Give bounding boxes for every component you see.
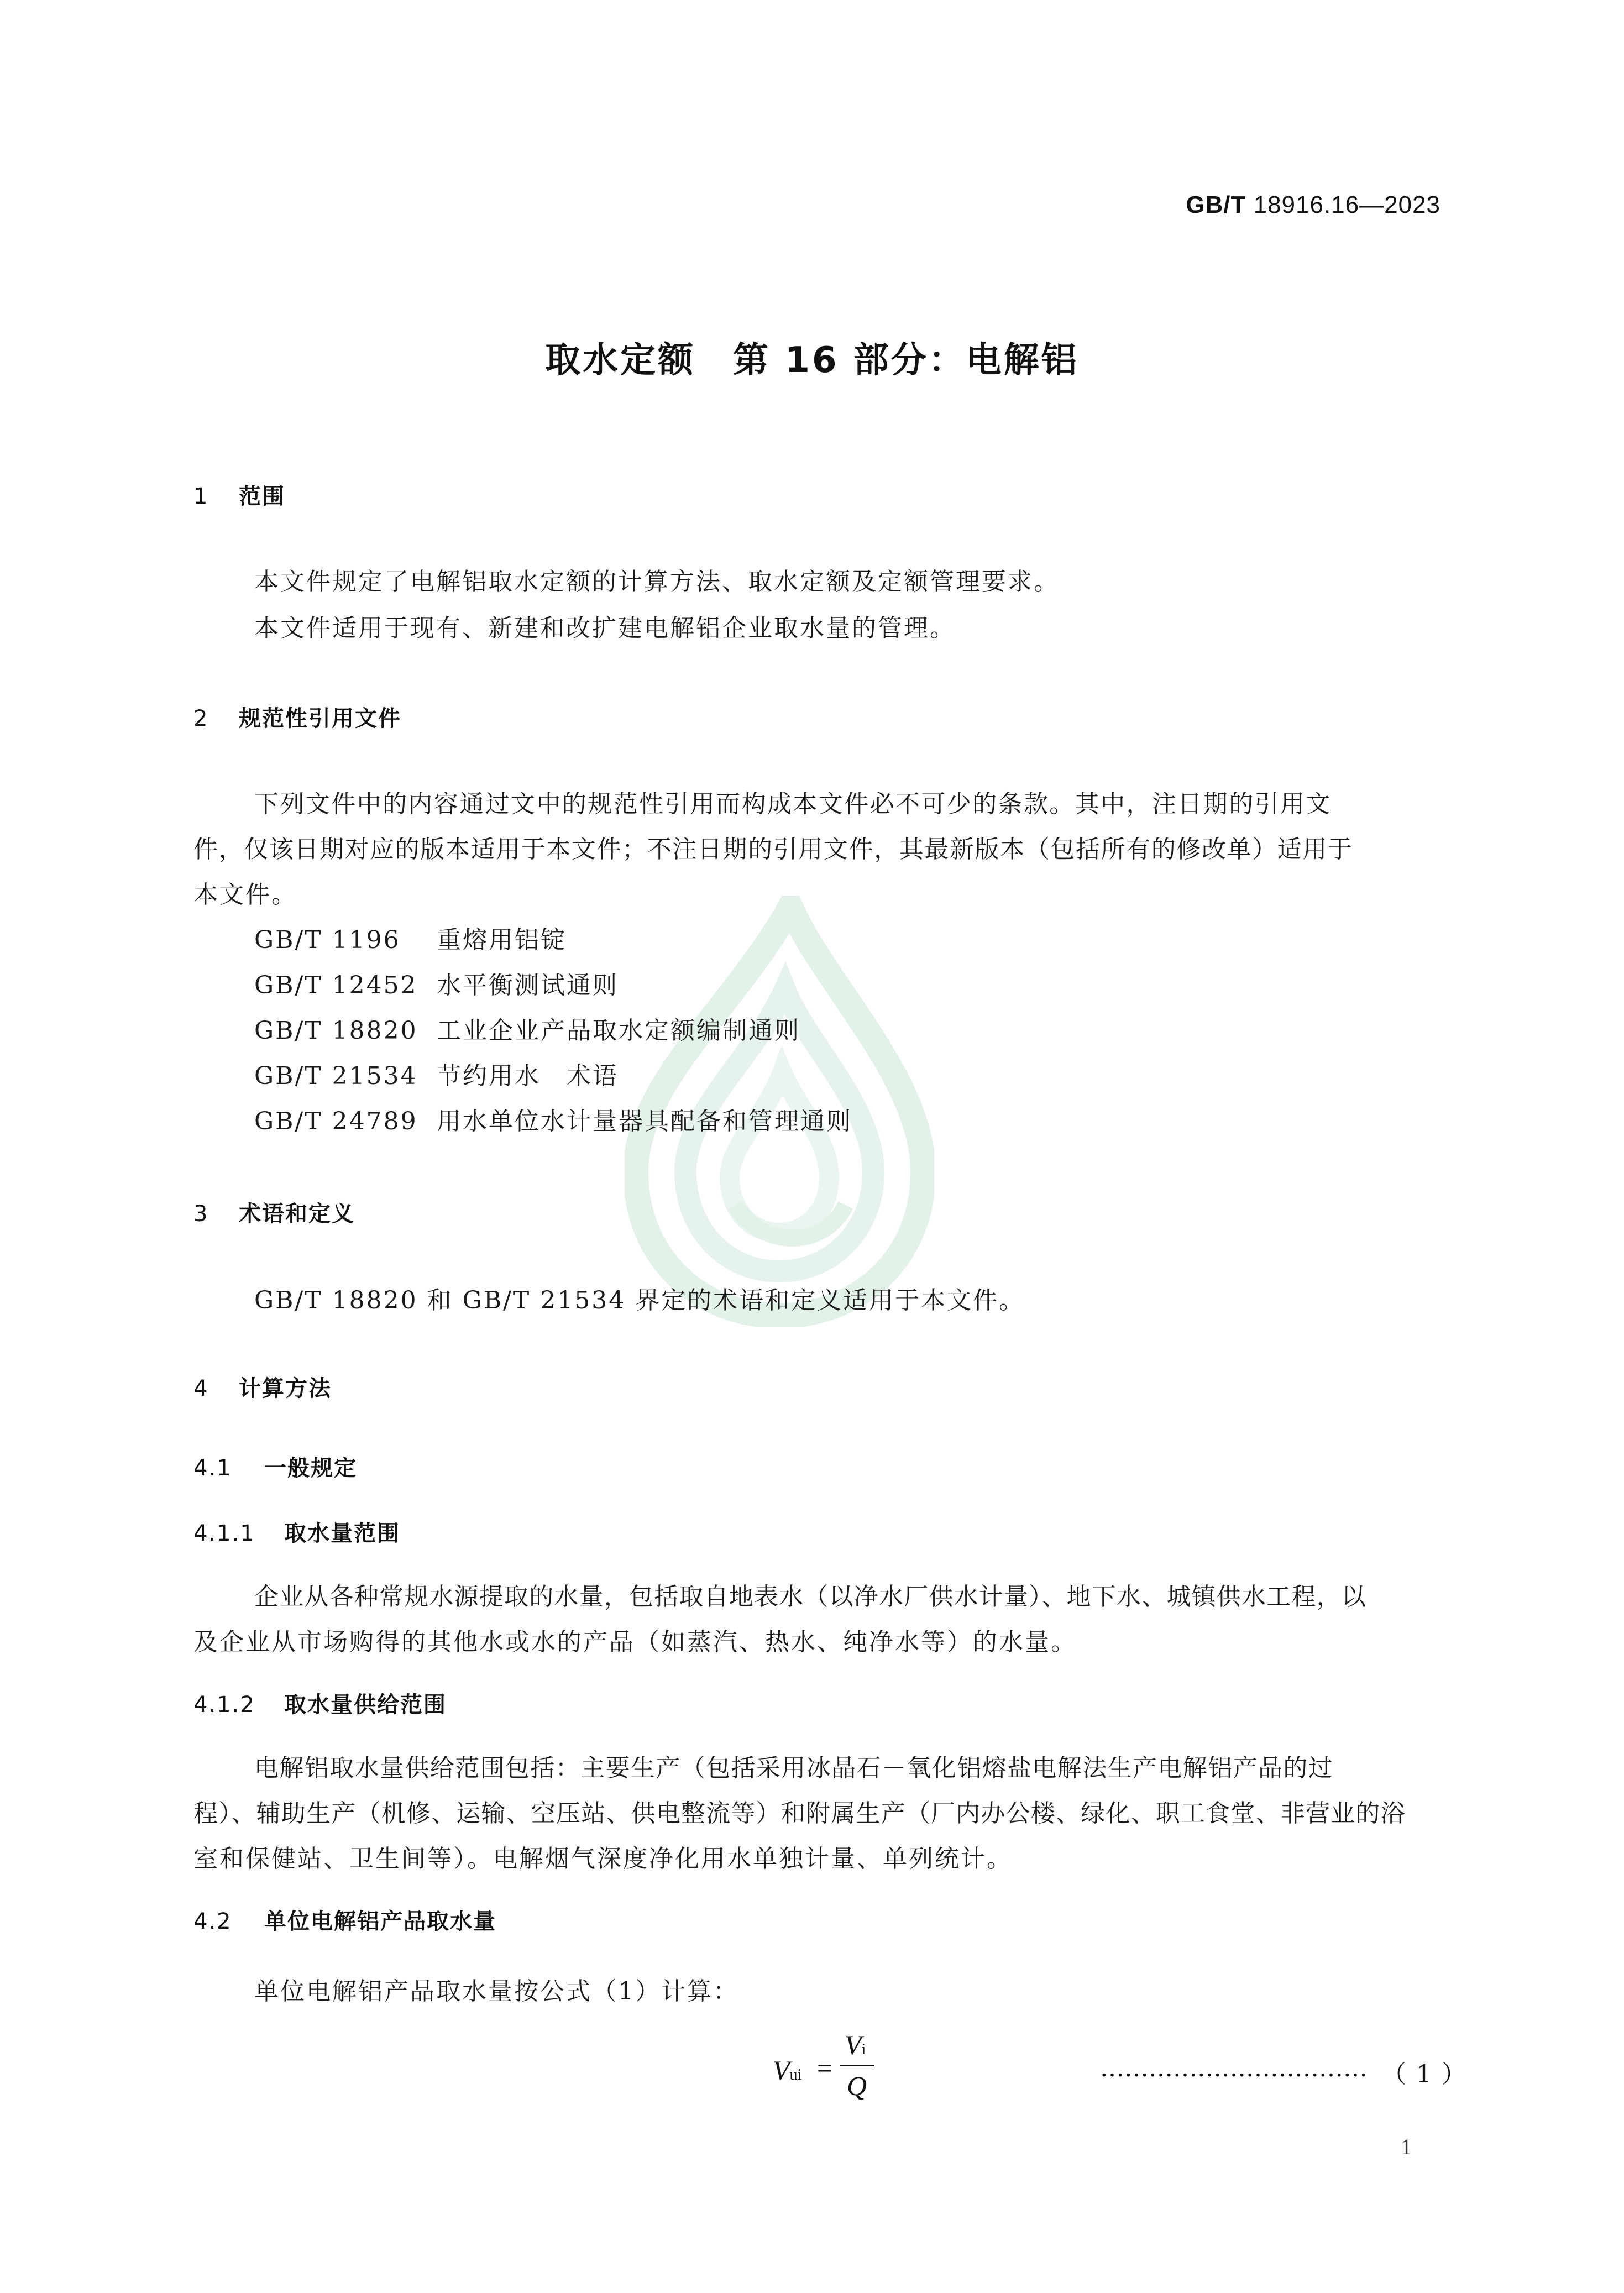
section-4-heading xyxy=(193,1371,332,1402)
reference-item xyxy=(254,1056,619,1091)
section-1-paragraph-1: 本文件规定了电解铝取水定额的计算方法、取水定额及定额管理要求。 xyxy=(254,568,1060,596)
section-title: 单位电解铝产品取水量 xyxy=(264,1909,496,1934)
reference-name: 工业企业产品取水定额编制通则 xyxy=(437,1017,800,1045)
section-3-heading xyxy=(193,1196,355,1228)
reference-code: GB/T 18820 xyxy=(254,1017,418,1045)
formula-number: （ 1 ） xyxy=(1382,2060,1467,2088)
reference-item xyxy=(254,1101,852,1137)
section-4-1-1-line-2: 及企业从市场购得的其他水或水的产品（如蒸汽、热水、纯净水等）的水量。 xyxy=(193,1628,1077,1656)
standard-code xyxy=(1186,191,1440,219)
section-4-1-2-heading xyxy=(193,1687,447,1719)
reference-code: GB/T 24789 xyxy=(254,1107,418,1135)
formula-lhs xyxy=(773,2054,801,2086)
reference-name: 水平衡测试通则 xyxy=(437,971,619,999)
section-title: 一般规定 xyxy=(264,1456,357,1481)
standard-number: 18916.16—2023 xyxy=(1253,191,1440,218)
reference-item xyxy=(254,965,619,1001)
section-number: 1 xyxy=(193,484,209,509)
reference-code: GB/T 1196 xyxy=(254,926,401,954)
section-1-heading xyxy=(193,479,285,510)
section-2-intro-line-2: 件，仅该日期对应的版本适用于本文件；不注日期的引用文件，其最新版本（包括所有的修改单）适用于 xyxy=(193,835,1353,863)
reference-code: GB/T 12452 xyxy=(254,971,418,999)
section-title: 计算方法 xyxy=(239,1376,332,1401)
reference-name: 节约用水 术语 xyxy=(437,1062,619,1090)
section-title: 取水量范围 xyxy=(284,1521,400,1546)
section-4-1-heading xyxy=(193,1451,357,1482)
formula-numerator-symbol: V xyxy=(845,2029,862,2060)
formula-lhs-symbol: V xyxy=(773,2055,790,2086)
section-number: 2 xyxy=(193,706,209,731)
reference-name: 用水单位水计量器具配备和管理通则 xyxy=(437,1107,852,1135)
page-number: 1 xyxy=(1401,2134,1412,2159)
section-2-intro-line-3: 本文件。 xyxy=(193,881,297,909)
document-title: 取水定额 第 16 部分：电解铝 xyxy=(545,340,1079,381)
formula-leader-dots: …………………………… xyxy=(1100,2054,1368,2082)
section-number: 4 xyxy=(193,1376,209,1401)
section-number: 4.1.1 xyxy=(193,1521,255,1546)
section-4-1-2-line-3: 室和保健站、卫生间等）。电解烟气深度净化用水单独计量、单列统计。 xyxy=(193,1845,1013,1873)
section-4-1-2-line-2: 程）、辅助生产（机修、运输、空压站、供电整流等）和附属生产（厂内办公楼、绿化、职工食堂、非营业的浴 xyxy=(193,1799,1406,1828)
formula-lhs-subscript: ui xyxy=(789,2066,802,2083)
section-3-paragraph: GB/T 18820 和 GB/T 21534 界定的术语和定义适用于本文件。 xyxy=(254,1286,1025,1315)
section-4-1-1-heading xyxy=(193,1516,400,1547)
formula-numerator xyxy=(845,2029,866,2061)
section-number: 4.1 xyxy=(193,1456,232,1481)
section-number: 4.2 xyxy=(193,1909,232,1934)
reference-code: GB/T 21534 xyxy=(254,1062,418,1090)
formula-numerator-subscript: i xyxy=(861,2041,866,2058)
formula-fraction-bar xyxy=(840,2065,874,2066)
section-number: 3 xyxy=(193,1201,209,1227)
reference-name: 重熔用铝锭 xyxy=(437,926,567,954)
section-4-2-heading xyxy=(193,1904,496,1935)
section-4-1-1-line-1: 企业从各种常规水源提取的水量，包括取自地表水（以净水厂供水计量）、地下水、城镇供水工程，以 xyxy=(254,1583,1366,1611)
section-title: 术语和定义 xyxy=(239,1201,355,1227)
formula-denominator: Q xyxy=(847,2070,867,2101)
section-2-heading xyxy=(193,701,401,732)
section-2-intro-line-1: 下列文件中的内容通过文中的规范性引用而构成本文件必不可少的条款。其中，注日期的引用文 xyxy=(254,790,1332,818)
reference-item xyxy=(254,1011,800,1046)
section-number: 4.1.2 xyxy=(193,1692,255,1718)
reference-item xyxy=(254,920,567,955)
standard-prefix: GB/T xyxy=(1186,191,1246,218)
section-title: 取水量供给范围 xyxy=(284,1692,447,1718)
section-4-2-intro: 单位电解铝产品取水量按公式（1）计算： xyxy=(254,1977,739,2006)
section-4-1-2-line-1: 电解铝取水量供给范围包括：主要生产（包括采用冰晶石－氧化铝熔盐电解法生产电解铝产品的过 xyxy=(254,1754,1334,1782)
section-title: 范围 xyxy=(239,484,285,509)
section-1-paragraph-2: 本文件适用于现有、新建和改扩建电解铝企业取水量的管理。 xyxy=(254,614,956,642)
section-title: 规范性引用文件 xyxy=(239,706,401,731)
formula-equals: = xyxy=(817,2053,833,2083)
